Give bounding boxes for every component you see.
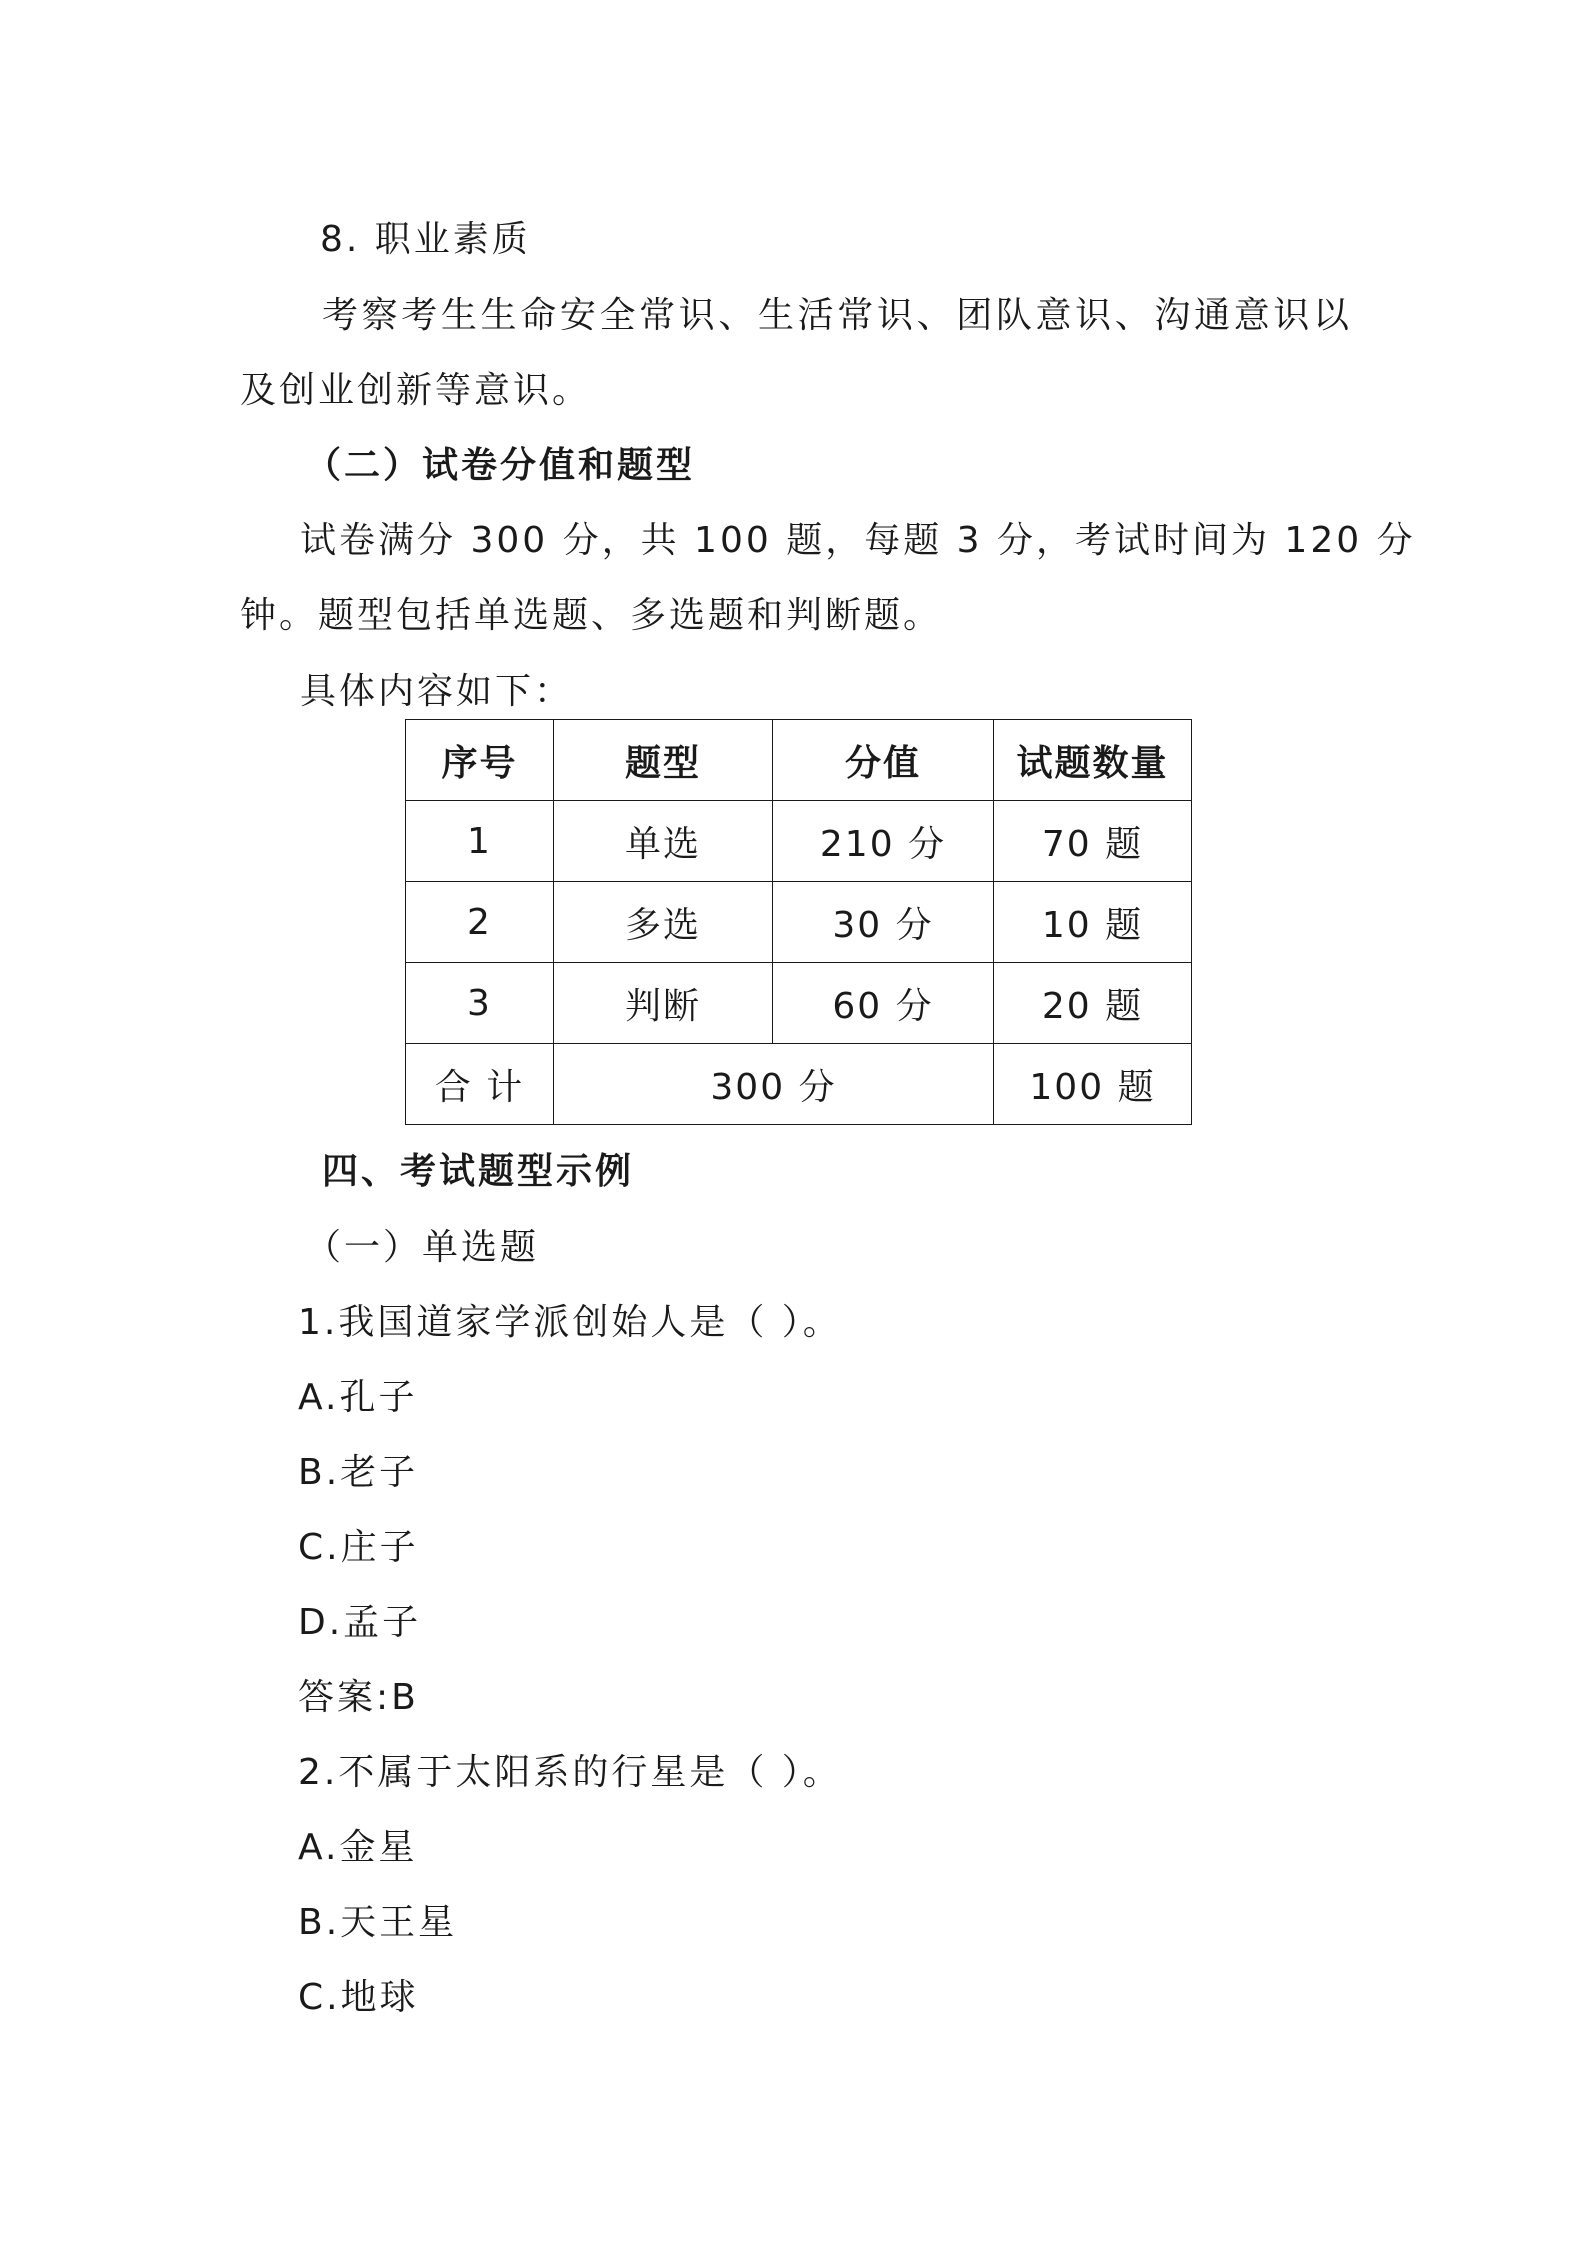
question-option: C.地球 (298, 1977, 419, 2018)
question-option: B.老子 (298, 1452, 419, 1493)
question-option: A.孔子 (298, 1377, 418, 1418)
question-option: C.庄子 (298, 1527, 419, 1568)
section-2-heading: （二）试卷分值和题型 (305, 445, 696, 486)
table-cell: 3 (406, 963, 554, 1044)
table-intro: 具体内容如下： (300, 671, 574, 712)
table-total-label: 合 计 (406, 1044, 554, 1125)
table-cell: 30 分 (773, 882, 994, 963)
section-8-heading: 8. 职业素质 (320, 219, 531, 260)
table-row (406, 963, 1192, 1044)
table-cell: 2 (406, 882, 554, 963)
question-option: B.天王星 (298, 1902, 458, 1943)
table-row (406, 882, 1192, 963)
table-cell: 多选 (554, 882, 773, 963)
table-total-count: 100 题 (994, 1044, 1192, 1125)
table-cell: 判断 (554, 963, 773, 1044)
table-header-cell: 题型 (554, 720, 773, 801)
section-4-subheading: （一）单选题 (305, 1227, 540, 1268)
table-header-cell: 序号 (406, 720, 554, 801)
question-stem: 1.我国道家学派创始人是（ ）。 (298, 1302, 842, 1343)
section-2-body-line1: 试卷满分 300 分，共 100 题，每题 3 分，考试时间为 120 分 (300, 520, 1416, 561)
table-cell: 60 分 (773, 963, 994, 1044)
section-8-body-line2: 及创业创新等意识。 (240, 370, 592, 411)
question-stem: 2.不属于太阳系的行星是（ ）。 (298, 1752, 842, 1793)
table-cell: 20 题 (994, 963, 1192, 1044)
table-header-cell: 分值 (773, 720, 994, 801)
table-header-cell: 试题数量 (994, 720, 1192, 801)
table-cell: 70 题 (994, 801, 1192, 882)
question-option: D.孟子 (298, 1602, 422, 1643)
table-cell: 210 分 (773, 801, 994, 882)
table-cell: 10 题 (994, 882, 1192, 963)
question-option: A.金星 (298, 1827, 418, 1868)
table-row (406, 801, 1192, 882)
table-total-row (406, 1044, 1192, 1125)
question-answer: 答案:B (298, 1677, 419, 1718)
section-4-heading: 四、考试题型示例 (322, 1151, 635, 1192)
table-total-score: 300 分 (554, 1044, 994, 1125)
table-cell: 单选 (554, 801, 773, 882)
section-2-body-line2: 钟。题型包括单选题、多选题和判断题。 (240, 595, 943, 636)
score-table (405, 719, 1192, 1125)
section-8-body-line1: 考察考生生命安全常识、生活常识、团队意识、沟通意识以 (322, 295, 1352, 336)
table-header-row (406, 720, 1192, 801)
table-cell: 1 (406, 801, 554, 882)
